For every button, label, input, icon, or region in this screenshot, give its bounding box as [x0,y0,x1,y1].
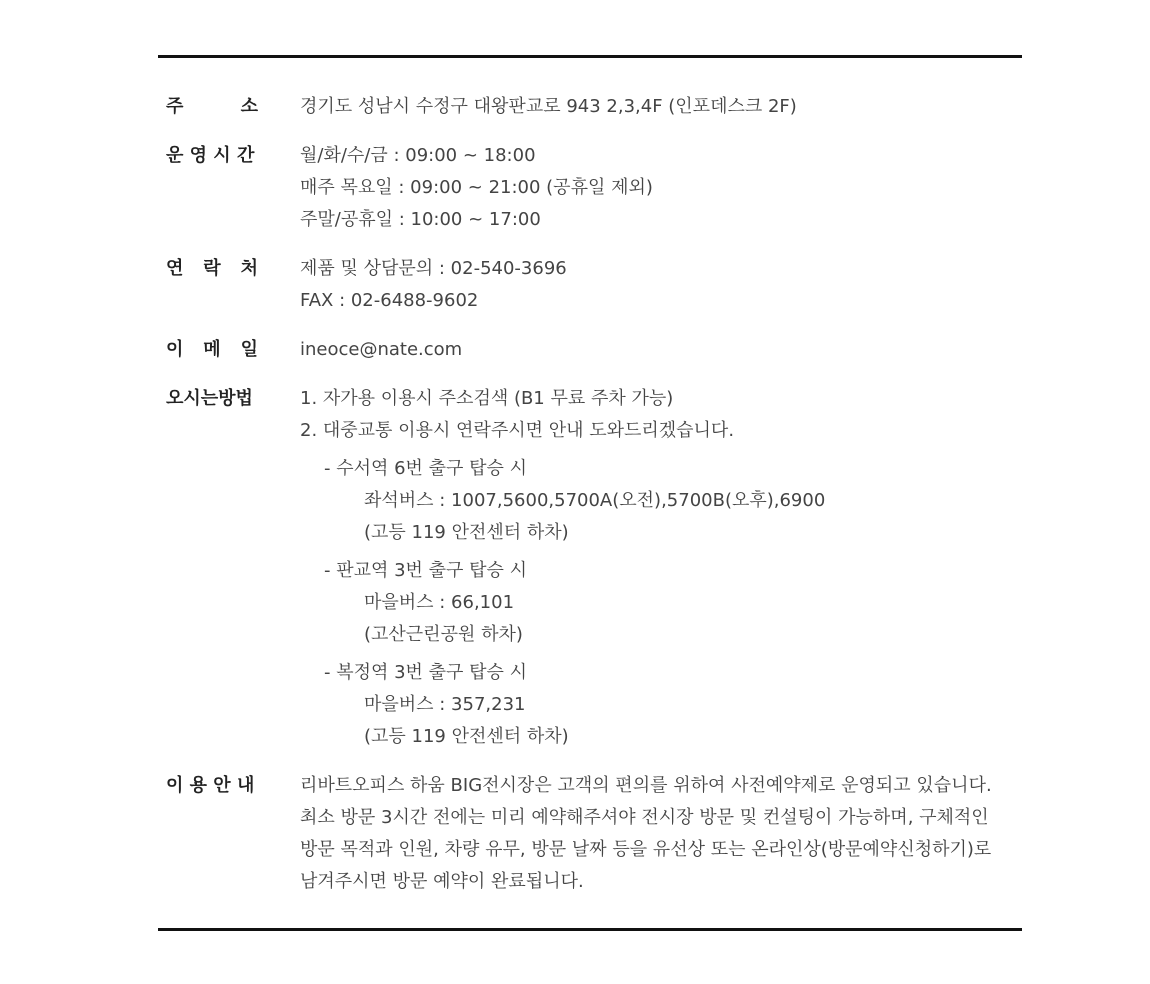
route-head: - 판교역 3번 출구 탑승 시 [324,560,528,581]
hours-row [158,140,1022,236]
usage-line: 남겨주시면 방문 예약이 완료됩니다. [300,871,584,892]
email-address: ineoce@nate.com [300,339,463,360]
route-stop: (고등 119 안전센터 하차) [364,726,569,747]
hours-line: 주말/공휴일 : 10:00 ~ 17:00 [300,209,541,230]
phone-line: 제품 및 상담문의 : 02-540-3696 [300,258,567,279]
email-row [158,334,1022,366]
hours-label: 운 영 시 간 [166,145,255,166]
usage-line: 방문 목적과 인원, 차량 유무, 방문 날짜 등을 유선상 또는 온라인상(방문예약신청하기)로 [300,839,992,860]
route-bus: 마을버스 : 66,101 [364,592,515,613]
address-label: 주 소 [166,96,258,117]
email-value [300,334,1022,366]
address-value: 경기도 성남시 수정구 대왕판교로 943 2,3,4F (인포데스크 2F) [300,96,797,117]
directions-row [158,383,1022,753]
usage-line: 리바트오피스 하움 BIG전시장은 고객의 편의를 위하여 사전예약제로 운영되고 있습니다. [300,775,992,796]
hours-value [300,140,1022,236]
contact-row [158,253,1022,317]
usage-label: 이 용 안 내 [166,775,255,796]
directions-value [300,383,1022,753]
contact-label: 연 락 처 [166,258,258,279]
hours-line: 월/화/수/금 : 09:00 ~ 18:00 [300,145,536,166]
email-label: 이 메 일 [166,339,258,360]
hours-line: 매주 목요일 : 09:00 ~ 21:00 (공휴일 제외) [300,177,653,198]
route-pangyo [300,555,1022,651]
visit-info-section [158,0,1022,931]
route-head: - 수서역 6번 출구 탑승 시 [324,458,528,479]
route-bus: 마을버스 : 357,231 [364,694,526,715]
fax-line: FAX : 02-6488-9602 [300,290,479,311]
directions-line: 2. 대중교통 이용시 연락주시면 안내 도와드리겠습니다. [300,420,735,441]
usage-row [158,770,1022,898]
route-stop: (고등 119 안전센터 하차) [364,522,569,543]
route-bus: 좌석버스 : 1007,5600,5700A(오전),5700B(오후),6900 [364,490,826,511]
directions-line: 1. 자가용 이용시 주소검색 (B1 무료 주차 가능) [300,388,674,409]
bus-routes [300,453,1022,753]
usage-value [300,770,1022,898]
bottom-divider [158,928,1022,931]
top-divider [158,55,1022,58]
directions-label: 오시는방법 [166,388,253,409]
contact-value [300,253,1022,317]
route-suseo [300,453,1022,549]
address-row [158,91,1022,123]
route-stop: (고산근린공원 하차) [364,624,523,645]
route-bokjeong [300,657,1022,753]
usage-line: 최소 방문 3시간 전에는 미리 예약해주셔야 전시장 방문 및 컨설팅이 가능하며, 구체적인 [300,807,989,828]
route-head: - 복정역 3번 출구 탑승 시 [324,662,528,683]
